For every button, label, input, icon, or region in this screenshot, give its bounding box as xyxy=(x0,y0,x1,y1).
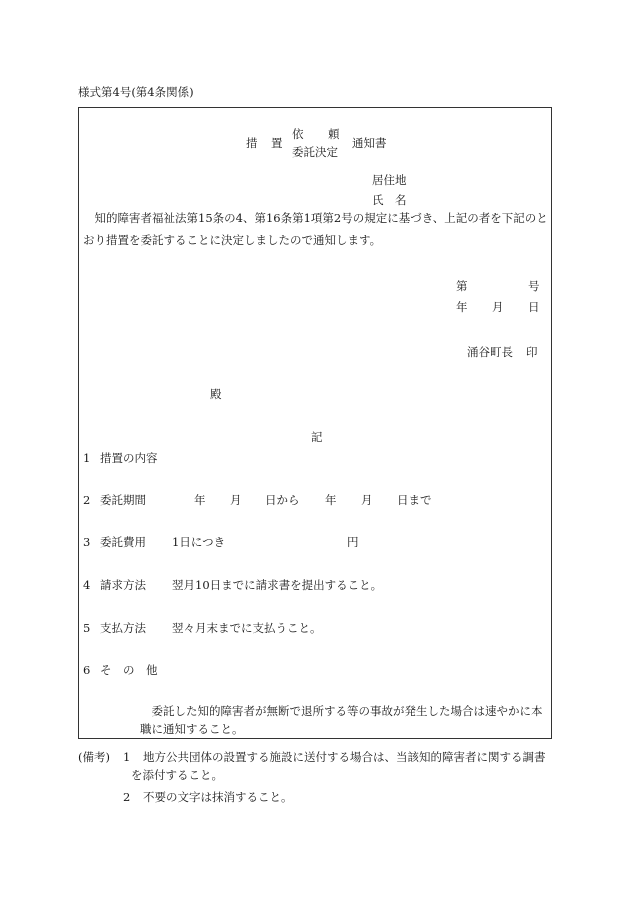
form-box xyxy=(78,107,552,739)
remark1-number: 1 xyxy=(123,750,131,764)
item2-number: 2 xyxy=(83,493,91,507)
item2-year-from: 年 xyxy=(194,493,206,507)
date-year: 年 xyxy=(456,300,468,314)
item5-text: 翌々月末までに支払うこと。 xyxy=(172,621,322,635)
item2-label: 委託期間 xyxy=(100,493,146,507)
item5-number: 5 xyxy=(83,621,91,635)
number-prefix: 第 xyxy=(456,279,468,293)
remark2-text: 不要の文字は抹消すること。 xyxy=(143,790,293,804)
item4-label: 請求方法 xyxy=(100,578,146,592)
item1-number: 1 xyxy=(83,451,91,465)
form-number: 様式第4号(第4条関係) xyxy=(78,85,194,99)
remarks-label: (備考) xyxy=(78,750,110,764)
item3-number: 3 xyxy=(83,535,91,549)
item6-number: 6 xyxy=(83,663,91,677)
issuer-name: 涌谷町長 xyxy=(467,345,513,359)
item2-day-to: 日まで xyxy=(397,493,432,507)
item1-label: 措置の内容 xyxy=(100,451,158,465)
title-part2: 通知書 xyxy=(352,136,387,150)
item2-month-from: 月 xyxy=(230,493,242,507)
item5-label: 支払方法 xyxy=(100,621,146,635)
remark1-text: 地方公共団体の設置する施設に送付する場合は、当該知的障害者に関する調書を添付すること。 xyxy=(131,750,546,782)
notification-body: 知的障害者福祉法第15条の4、第16条第1項第2号の規定に基づき、上記の者を下記のとおり措置を委託することに決定しましたので通知します。 xyxy=(83,211,548,247)
item3-yen: 円 xyxy=(347,535,359,549)
name-label: 氏 名 xyxy=(372,193,407,207)
title-part1: 措 置 xyxy=(246,136,284,150)
ki-label: 記 xyxy=(311,430,323,444)
title-option-bottom: 委託決定 xyxy=(292,145,338,159)
item3-per-day: 1日につき xyxy=(172,535,226,549)
item2-year-to: 年 xyxy=(325,493,337,507)
item4-number: 4 xyxy=(83,578,91,592)
item2-day-from: 日から xyxy=(265,493,300,507)
address-label: 居住地 xyxy=(372,173,407,187)
item6-label: そ の 他 xyxy=(100,663,158,677)
other-note: 委託した知的障害者が無断で退所する等の事故が発生した場合は速やかに本職に通知すること。 xyxy=(140,704,543,736)
seal-mark: 印 xyxy=(526,345,538,359)
item2-month-to: 月 xyxy=(361,493,373,507)
number-suffix: 号 xyxy=(528,279,540,293)
item4-text: 翌月10日までに請求書を提出すること。 xyxy=(172,578,383,592)
date-day: 日 xyxy=(528,300,540,314)
addressee-suffix: 殿 xyxy=(210,387,222,401)
remark2-number: 2 xyxy=(123,790,131,804)
date-month: 月 xyxy=(492,300,504,314)
title-option-top: 依 頼 xyxy=(292,127,340,141)
item3-label: 委託費用 xyxy=(100,535,146,549)
